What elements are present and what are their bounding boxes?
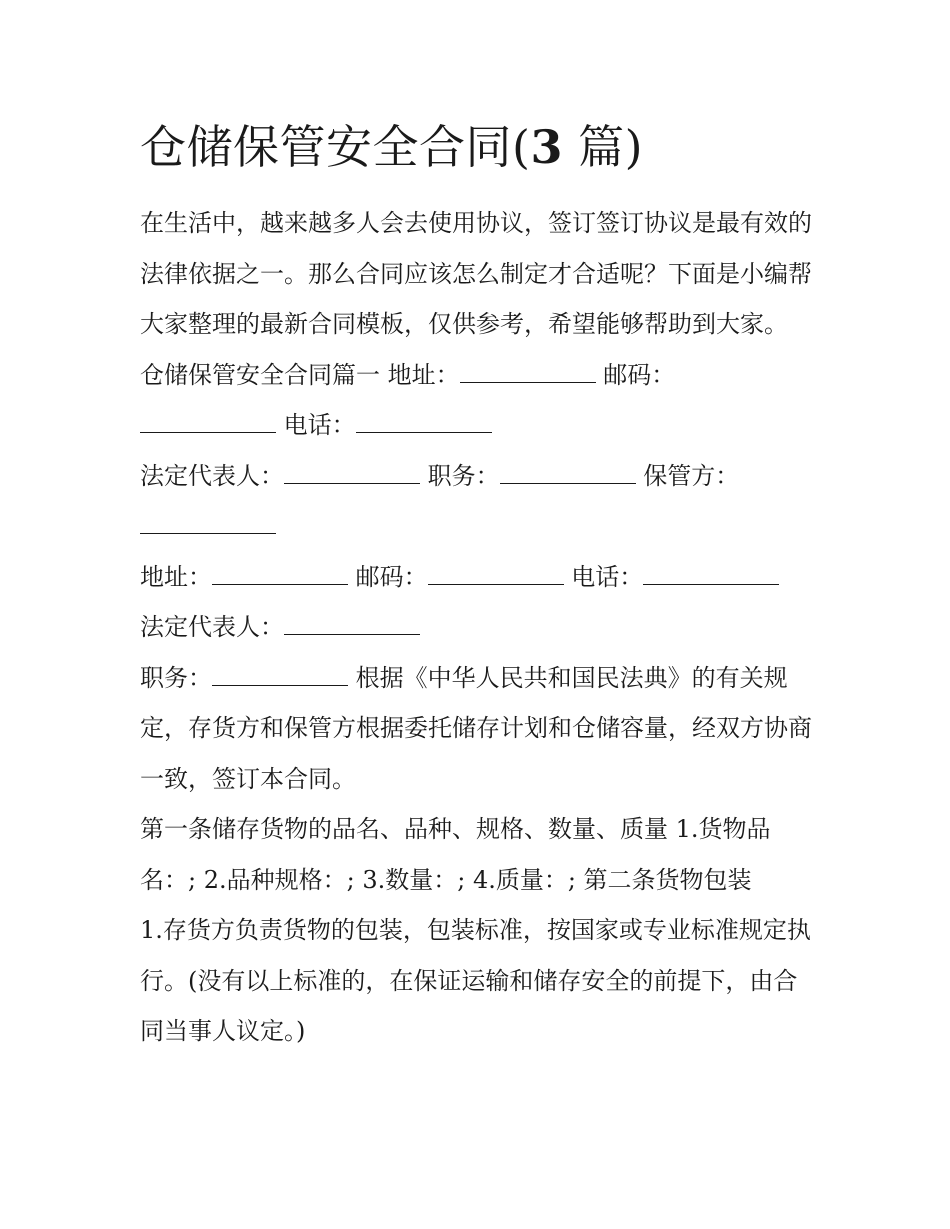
custodian-representative-label: 法定代表人： xyxy=(140,613,284,641)
contract-basis xyxy=(140,653,820,805)
blank-line xyxy=(140,513,276,534)
custodian-representative xyxy=(140,602,820,653)
title-prefix: 仓储保管安全合同( xyxy=(140,120,531,174)
depositor-postcode-label: 邮码： xyxy=(595,360,676,389)
custodian-postcode-label: 邮码： xyxy=(348,562,428,591)
blank-line xyxy=(284,614,420,635)
intro-paragraph: 在生活中，越来越多人会去使用协议，签订签订协议是最有效的法律依据之一。那么合同应该怎么制定才合适呢？下面是小编帮大家整理的最新合同模板，仅供参考，希望能够帮助到大家。 xyxy=(140,209,812,338)
document-page xyxy=(140,112,820,1057)
depositor-address-label: 仓储保管安全合同篇一 地址： xyxy=(140,360,460,389)
custodian-position-label: 职务： xyxy=(140,663,212,692)
custodian-address-label: 地址： xyxy=(140,562,212,591)
custodian-info xyxy=(140,552,820,603)
depositor-phone-label: 电话： xyxy=(276,411,356,439)
blank-line xyxy=(356,412,492,433)
title-suffix: 篇) xyxy=(562,120,644,174)
packaging-clause: 1.存货方负责货物的包装，包装标准，按国家或专业标准规定执行。(没有以上标准的，在保证运输和储存安全的前提下，由合同当事人议定。) xyxy=(140,916,811,1045)
title-number: 3 xyxy=(530,120,563,174)
blank-line xyxy=(212,665,348,686)
blank-line xyxy=(428,564,564,585)
blank-line xyxy=(500,463,636,484)
custodian-phone-label: 电话： xyxy=(563,562,644,591)
position-label: 职务： xyxy=(420,461,500,490)
blank-line xyxy=(140,412,276,433)
document-body xyxy=(140,198,820,1057)
document-title xyxy=(140,112,820,182)
representative-label: 法定代表人： xyxy=(140,461,284,490)
blank-line xyxy=(643,564,779,585)
blank-line xyxy=(460,362,596,383)
contract-basis-text: 根据《中华人民共和国民法典》的有关规定，存货方和保管方根据委托储存计划和仓储容量，经双方协商一致，签订本合同。 xyxy=(140,663,812,793)
depositor-info xyxy=(140,350,820,451)
article-one: 第一条储存货物的品名、品种、规格、数量、质量 1.货物品名：; 2.品种规格：; 3.数量：; 4.质量：; 第二条货物包装 xyxy=(140,815,771,894)
custodian-label: 保管方： xyxy=(635,461,740,490)
blank-line xyxy=(212,564,348,585)
depositor-representative xyxy=(140,451,820,552)
blank-line xyxy=(284,463,420,484)
